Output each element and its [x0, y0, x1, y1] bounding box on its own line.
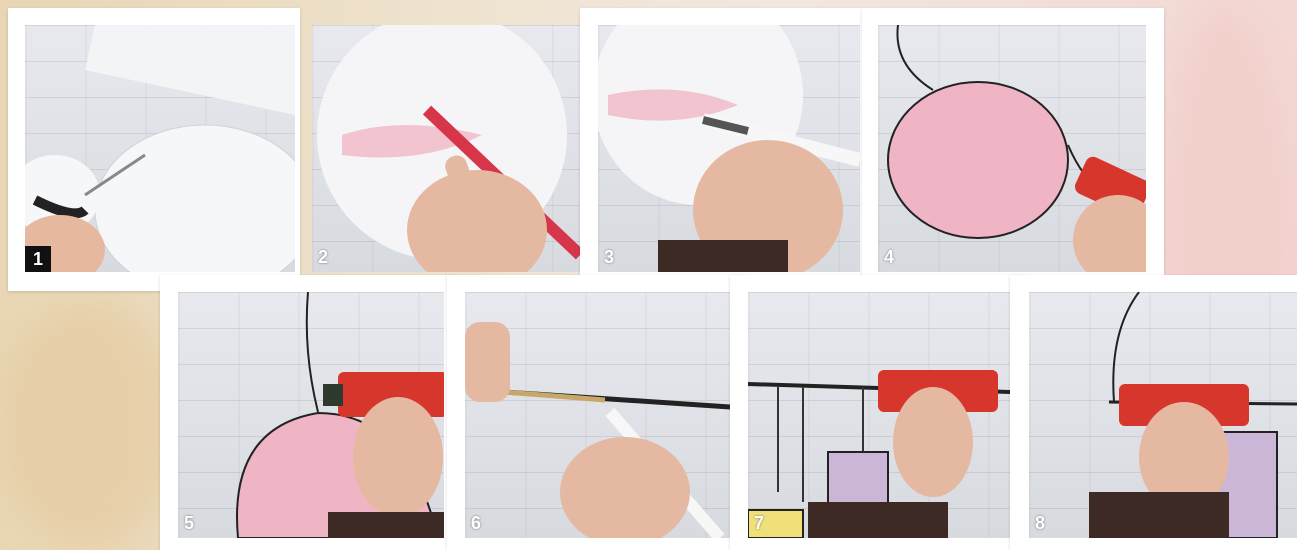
step-3-illustration	[598, 25, 860, 272]
step-7-illustration	[748, 292, 1010, 538]
step-5-illustration	[178, 292, 444, 538]
step-number: 8	[1035, 513, 1046, 533]
step-4-photo	[878, 25, 1146, 272]
step-number: 4	[884, 247, 895, 267]
step-1-illustration	[25, 25, 295, 272]
step-6-illustration	[465, 292, 730, 538]
step-number: 7	[754, 513, 765, 533]
step-6-photo	[465, 292, 730, 538]
step-number: 5	[184, 513, 195, 533]
step-4-illustration	[878, 25, 1146, 272]
step-number: 1	[25, 246, 51, 272]
step-5-photo	[178, 292, 444, 538]
step-8-photo	[1029, 292, 1297, 538]
step-number: 3	[604, 247, 615, 267]
step-number: 6	[471, 513, 482, 533]
step-7-photo	[748, 292, 1010, 538]
background-blot	[0, 300, 180, 550]
step-2-illustration	[312, 25, 580, 272]
step-number: 2	[318, 247, 329, 267]
step-8-illustration	[1029, 292, 1297, 538]
step-3-photo	[598, 25, 860, 272]
step-1-photo	[25, 25, 295, 272]
step-2-photo	[312, 25, 580, 272]
